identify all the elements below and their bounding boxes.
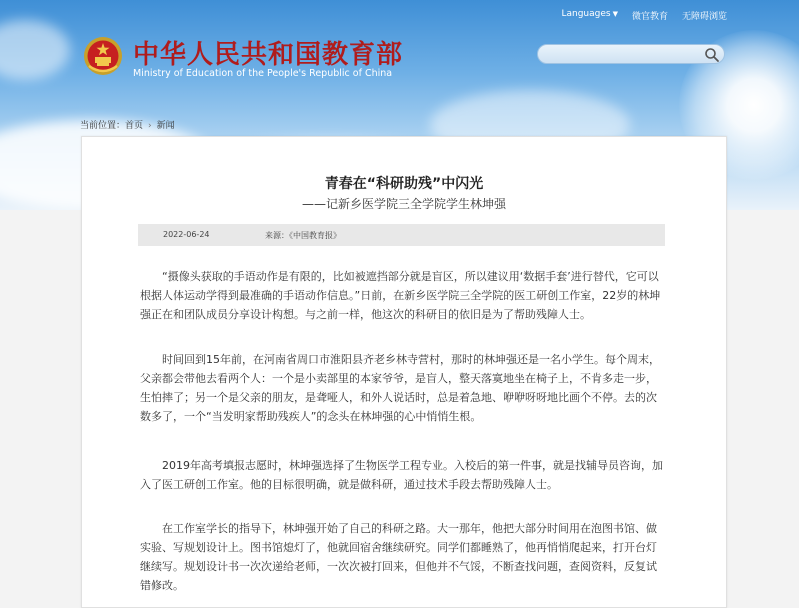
breadcrumb-separator: › (148, 121, 152, 131)
search-input[interactable] (546, 47, 700, 63)
breadcrumb (80, 118, 175, 131)
article-paragraph: 在工作室学长的指导下，林坤强开始了自己的科研之路。大一那年，他把大部分时间用在泡图书馆、做实验、写规划设计上。图书馆熄灯了，他就回宿舍继续研究。同学们都睡熟了，他再悄悄爬起来，打开台灯继续写。规划设计书一次次递给老师，一次次被打回来，但他并不气馁，不断查找问题，查阅资料，反复试错修改。 (140, 522, 657, 592)
national-emblem-icon (83, 36, 123, 76)
article-paragraph: “摄像头获取的手语动作是有限的，比如被遮挡部分就是盲区，所以建议用‘数据手套’进行替代，它可以根据人体运动学得到最准确的手语动作信息。”日前，在新乡医学院三全学院的医工研创工作室，22岁的林坤强正在和团队成员分享设计构想。与之前一样，他这次的科研目的依旧是为了帮助残障人士。 (140, 270, 661, 321)
article-paragraph: 时间回到15年前，在河南省周口市淮阳县齐老乡林寺营村，那时的林坤强还是一名小学生。每个周末，父亲都会带他去看两个人：一个是小卖部里的本家爷爷，是盲人，整天落寞地坐在椅子上，不肯多走一步，生怕摔了；另一个是父亲的朋友，是聋哑人，和外人说话时，总是着急地、咿咿呀呀地比画个不停。去的次数多了，一个“当发明家帮助残疾人”的念头在林坤强的心中悄悄生根。 (140, 353, 660, 423)
article-subtitle: ——记新乡医学院三全学院学生林坤强 (301, 197, 506, 211)
chevron-down-icon: ▼ (612, 10, 618, 18)
weibo-link[interactable]: 微官教育 (631, 12, 668, 22)
breadcrumb-home[interactable]: 首页 (125, 121, 144, 131)
article-paragraph: 2019年高考填报志愿时，林坤强选择了生物医学工程专业。入校后的第一件事，就是找辅导员咨询，加入了医工研创工作室。他的目标很明确，就是做科研，通过技术手段去帮助残障人士。 (140, 459, 663, 491)
article-source: 来源：《中国教育报》 (265, 231, 341, 240)
accessibility-link[interactable]: 无障碍浏览 (681, 12, 727, 22)
article-meta (138, 224, 665, 246)
article-card (81, 136, 727, 608)
breadcrumb-label: 当前位置： (80, 121, 126, 131)
article-date: 2022-06-24 (163, 230, 210, 239)
top-nav (561, 9, 727, 22)
site-title-english: Ministry of Education of the People's Republic of China (133, 68, 393, 79)
article-title: 青春在“科研助残”中闪光 (324, 176, 484, 192)
site-title[interactable]: 中华人民共和国教育部 (133, 40, 404, 70)
cloud-decoration (0, 20, 70, 80)
search-icon[interactable] (704, 47, 720, 63)
search-box (537, 44, 725, 64)
breadcrumb-current[interactable]: 新闻 (156, 121, 175, 131)
languages-menu[interactable]: Languages ▼ (561, 9, 618, 19)
